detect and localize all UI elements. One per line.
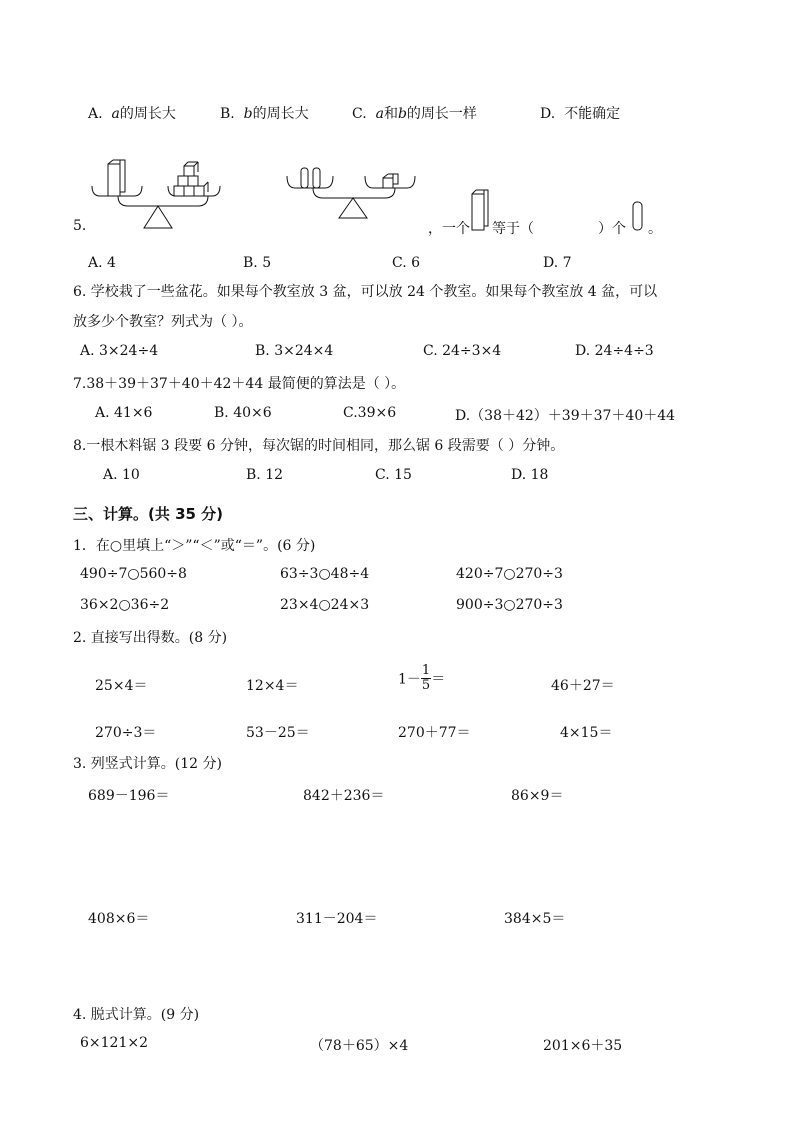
compare-item: 36×2○36÷2 [80,597,170,613]
oral-calc-item: 46＋27＝ [551,678,615,694]
q7-option-d: D.（38＋42）＋39＋37＋40＋44 [455,408,676,424]
vertical-calc-item: 384×5＝ [504,911,566,927]
q5-text-part2: 等于（ [492,221,534,237]
step-calc-item: 6×121×2 [80,1035,148,1051]
cylinder-icon [630,200,646,232]
q6-option-a: A. 3×24÷4 [80,343,159,359]
cuboid-icon [470,188,490,232]
q7-text: 7.38＋39＋37＋40＋42＋44 最简便的算法是（ ）。 [73,376,406,392]
oral-calc-item: 270＋77＝ [398,725,471,741]
q8-option-c: C. 15 [375,467,412,483]
oral-calc-item: 25×4＝ [95,678,148,694]
q5-text-part3: ）个 [598,221,626,237]
q5-option-b: B. 5 [243,255,272,271]
part-4-title: 4. 脱式计算。(9 分) [73,1007,200,1023]
compare-item: 420÷7○270÷3 [456,566,563,582]
q5-text-end: 。 [648,221,662,237]
oral-calc-item: 270÷3＝ [95,725,157,741]
oral-calc-item: 12×4＝ [246,678,299,694]
q6-line2: 放多少个教室？列式为（ ）。 [73,314,253,330]
q7-option-b: B. 40×6 [214,405,272,421]
vertical-calc-item: 408×6＝ [88,911,150,927]
q5-number: 5. [73,218,87,234]
compare-item: 900÷3○270÷3 [456,597,563,613]
q6-line1: 6. 学校栽了一些盆花。如果每个教室放 3 盆，可以放 24 个教室。如果每个教室放 4 盆，可以 [73,284,658,300]
q8-text: 8.一根木料锯 3 段要 6 分钟，每次锯的时间相同，那么锯 6 段需要（ ）分钟。 [73,438,565,454]
oral-calc-fraction-item: 1－ $\frac{1}{5}$ ＝ [398,663,446,693]
step-calc-item: （78＋65）×4 [310,1038,409,1054]
q8-option-d: D. 18 [511,467,549,483]
q6-option-c: C. 24÷3×4 [423,343,502,359]
vertical-calc-item: 689－196＝ [88,788,170,804]
q4-option-b: B. b的周长大 [220,106,309,122]
q4-option-d: D. 不能确定 [540,106,621,122]
q8-option-a: A. 10 [103,467,140,483]
balance-scale-2-figure [285,150,425,232]
q6-option-d: D. 24÷4÷3 [575,343,654,359]
q6-option-b: B. 3×24×4 [255,343,334,359]
q8-option-b: B. 12 [246,467,284,483]
vertical-calc-item: 311－204＝ [296,911,378,927]
part-3-title: 3. 列竖式计算。(12 分) [73,756,222,772]
q4-option-c: C. a和b的周长一样 [352,106,477,122]
step-calc-item: 201×6＋35 [543,1038,623,1054]
compare-item: 23×4○24×3 [280,597,370,613]
part-1-title: 1．在○里填上“＞”“＜”或“＝”。(6 分) [73,538,316,554]
q5-option-c: C. 6 [392,255,421,271]
q5-option-d: D. 7 [543,255,572,271]
q7-option-c: C.39×6 [343,405,397,421]
vertical-calc-item: 86×9＝ [511,788,564,804]
oral-calc-item: 4×15＝ [560,725,613,741]
q5-option-a: A. 4 [88,255,116,271]
fraction: $\frac{1}{5}$ [421,663,431,693]
part-2-title: 2. 直接写出得数。(8 分) [73,630,228,646]
q5-text-part1: ，一个 [428,221,470,237]
q4-option-a: A. a的周长大 [88,106,176,122]
q7-option-a: A. 41×6 [95,405,153,421]
oral-calc-item: 53－25＝ [246,725,310,741]
compare-item: 490÷7○560÷8 [80,566,187,582]
balance-scale-1-figure [88,150,238,232]
compare-item: 63÷3○48÷4 [280,566,370,582]
section-3-title: 三、计算。(共 35 分) [73,505,224,523]
vertical-calc-item: 842＋236＝ [303,788,385,804]
